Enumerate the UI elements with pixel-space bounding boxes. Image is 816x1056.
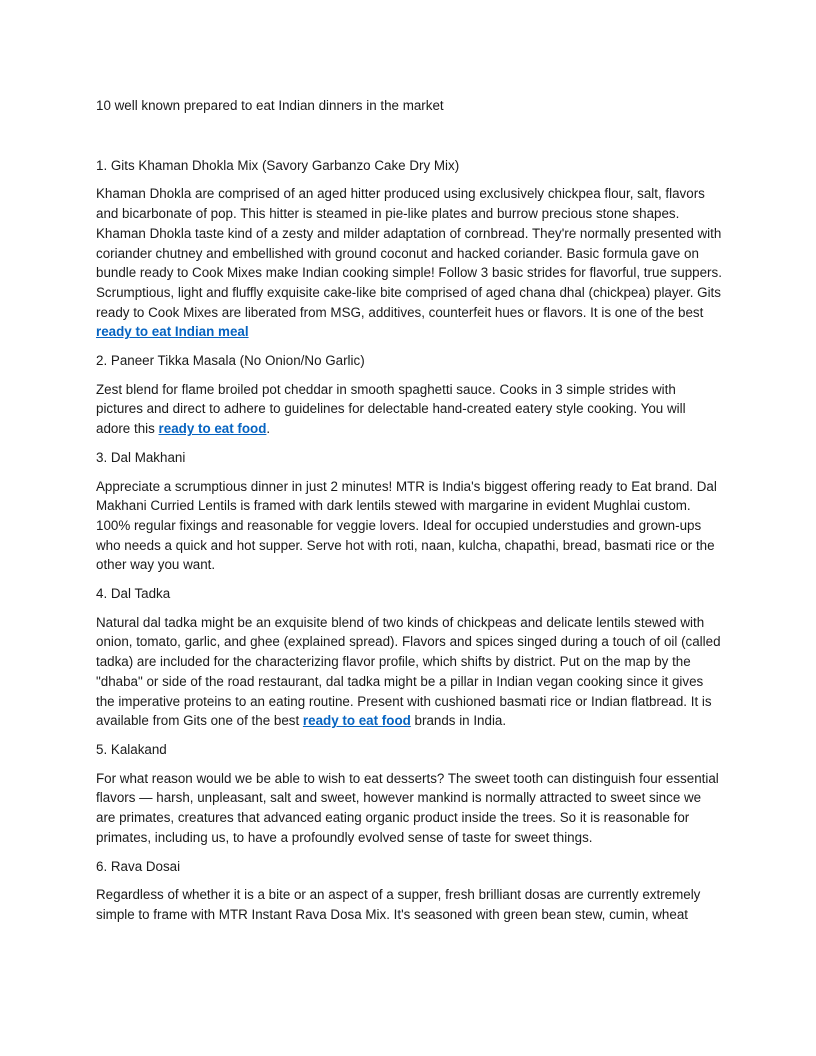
section-heading-3: 3. Dal Makhani: [96, 449, 186, 465]
ready-to-eat-indian-meal-link[interactable]: ready to eat Indian meal: [96, 324, 249, 340]
section-heading-6: 6. Rava Dosai: [96, 858, 181, 874]
ready-to-eat-food-link[interactable]: ready to eat food: [158, 421, 267, 437]
section-body-3: Appreciate a scrumptious dinner in just 2 minutes! MTR is India's biggest offering ready to Eat brand. Dal Makhani Curried Lentils is framed with dark lentils stewed with margarine in evident Mughlai custom. 100% regular fixings and reasonable for veggie lovers. Ideal for occupied understudies and grown-ups who needs a quick and hot supper. Serve hot with roti, naan, kulcha, chapathi, bread, basmati rice or the other way you want.: [96, 478, 717, 573]
section-body-6: Regardless of whether it is a bite or an aspect of a supper, fresh brilliant dosas are currently extremely simple to frame with MTR Instant Rava Dosa Mix. It's seasoned with green bean stew, cumin, wheat: [96, 887, 701, 922]
section-body-5: For what reason would we be able to wish to eat desserts? The sweet tooth can distinguish four essential flavors — harsh, unpleasant, salt and sweet, however mankind is normally attracted to sweet since we are primates, creatures that advanced eating organic product inside the trees. So it is reasonable for primates, including us, to have a profoundly evolved sense of taste for sweet things.: [96, 770, 719, 845]
document-page: [96, 96, 722, 934]
section-heading-5: 5. Kalakand: [96, 741, 167, 757]
document-title: 10 well known prepared to eat Indian dinners in the market: [96, 98, 444, 113]
section-body-1: Khaman Dhokla are comprised of an aged hitter produced using exclusively chickpea flour, salt, flavors and bicarbonate of pop. This hitter is steamed in pie-like plates and burrow precious stone shapes. Khaman Dhokla taste kind of a zesty and milder adaptation of cornbread. They're normally presented with coriander chutney and embellished with ground coconut and hacked coriander. Basic formula gave on bundle ready to Cook Mixes make Indian cooking simple! Follow 3 basic strides for flavorful, true suppers. Scrumptious, light and fluffly exquisite cake-like bite comprised of aged chana dhal (chickpea) player. Gits ready to Cook Mixes are liberated from MSG, additives, counterfeit hues or flavors. It is one of the best ready to eat Indian meal: [96, 186, 722, 340]
section-body-2: Zest blend for flame broiled pot cheddar in smooth spaghetti sauce. Cooks in 3 simple strides with pictures and direct to adhere to guidelines for delectable hand-created eatery style cooking. You will adore this ready to eat food.: [96, 381, 686, 437]
section-heading-4: 4. Dal Tadka: [96, 586, 171, 602]
ready-to-eat-food-brands-link[interactable]: ready to eat food: [302, 713, 411, 729]
section-body-4: Natural dal tadka might be an exquisite blend of two kinds of chickpeas and delicate lentils stewed with onion, tomato, garlic, and ghee (explained spread). Flavors and spices singed during a touch of oil (called tadka) are included for the characterizing flavor profile, which shifts by district. Put on the map by the "dhaba" or side of the road restaurant, dal tadka might be a pillar in Indian vegan cooking since it gives the imperative proteins to an eating routine. Present with cushioned basmati rice or Indian flatbread. It is available from Gits one of the best ready to eat food brands in India.: [96, 614, 721, 729]
section-heading-2: 2. Paneer Tikka Masala (No Onion/No Garlic): [96, 353, 365, 369]
section-heading-1: 1. Gits Khaman Dhokla Mix (Savory Garbanzo Cake Dry Mix): [96, 157, 460, 173]
